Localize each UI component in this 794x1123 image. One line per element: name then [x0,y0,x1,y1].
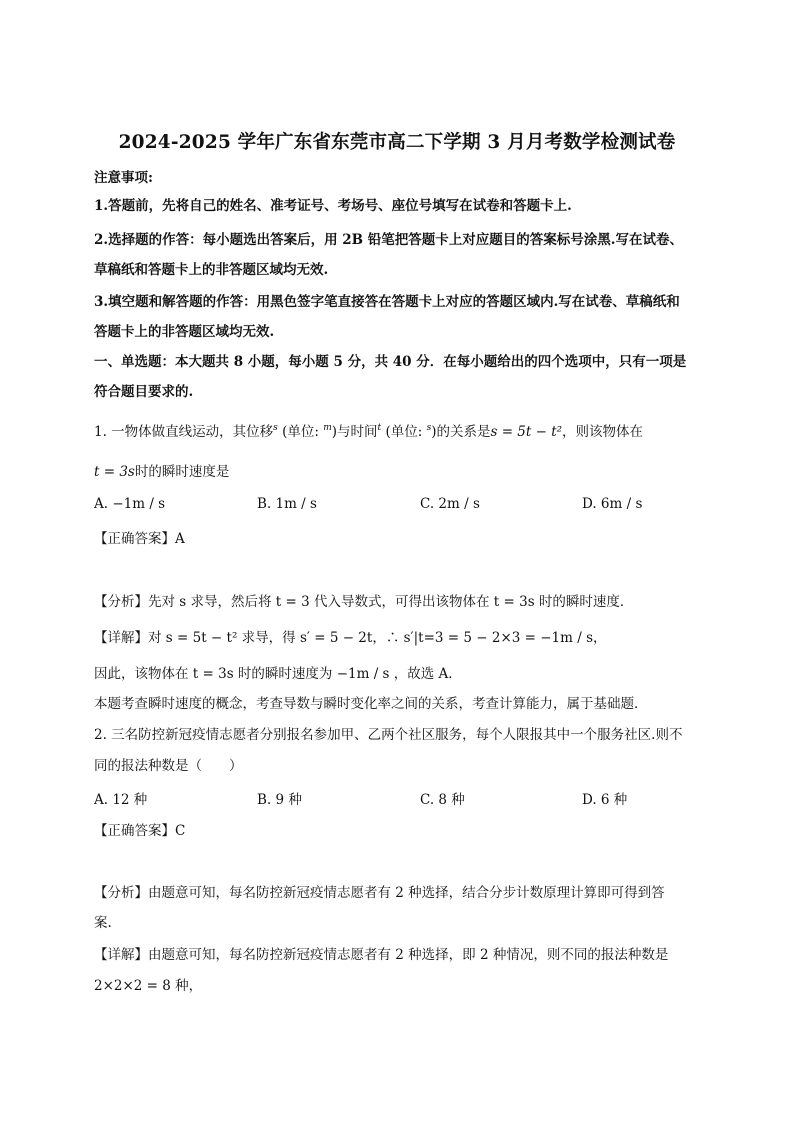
q2-detail-line2: 2×2×2 = 8 种， [94,978,203,994]
q1-text-b: (单位: [282,424,324,440]
q2-option-a: A. 12 种 [94,792,148,808]
q1-stem-tail: 时的瞬时速度是 [134,464,230,480]
q2-stem-line2: 同的报法种数是（ ） [94,758,243,774]
q1-answer: 【正确答案】A [94,531,185,547]
q1-stem-line1 [94,420,704,440]
q1-var-t: t [377,423,382,433]
q2-option-b: B. 9 种 [257,792,302,808]
note-1: 1.答题前，先将自己的姓名、准考证号、考场号、座位号填写在试卷和答题卡上. [94,198,572,214]
notes-heading: 注意事项: [94,170,153,186]
q1-stem-line2 [94,460,704,480]
q2-option-c: C. 8 种 [420,792,465,808]
q1-var-m: m [323,423,332,433]
q1-text-e: )的关系是 [431,424,491,440]
q1-analysis: 【分析】先对 s 求导，然后将 t = 3 代入导数式，可得出该物体在 t = 3s 时的瞬时速度． [94,594,634,610]
section-heading-line1: 一、单选题：本大题共 8 小题，每小题 5 分，共 40 分．在每小题给出的四个选项中，只有一项是 [94,354,687,370]
q1-option-a: A. −1m / s [94,496,166,512]
q2-detail-line1: 【详解】由题意可知，每名防控新冠疫情志愿者有 2 种选择，即 2 种情况，则不同的报法种数是 [94,947,669,963]
q1-time-formula: t = 3s [94,464,135,480]
q1-text-f: ，则该物体在 [562,424,644,440]
q2-analysis-line1: 【分析】由题意可知，每名防控新冠疫情志愿者有 2 种选择，结合分步计数原理计算即可得到答 [94,885,665,901]
q2-answer: 【正确答案】C [94,823,186,839]
q1-conclusion: 因此，该物体在 t = 3s 时的瞬时速度为 −1m / s ，故选 A． [94,666,462,682]
q2-stem-line1: 2. 三名防控新冠疫情志愿者分别报名参加甲、乙两个社区服务，每个人限报其中一个服务社区.则不 [94,727,683,743]
q2-option-d: D. 6 种 [582,792,628,808]
exam-title: 2024-2025 学年广东省东莞市高二下学期 3 月月考数学检测试卷 [118,132,676,153]
q1-option-b: B. 1m / s [257,496,317,512]
q1-text-a: 1. 一物体做直线运动，其位移 [94,424,274,440]
q1-option-c: C. 2m / s [420,496,480,512]
q1-detail: 【详解】对 s = 5t − t² 求导，得 s′ = 5 − 2t，∴ s′|t=3 = 5 − 2×3 = −1m / s， [94,630,607,646]
note-3-line1: 3.填空题和解答题的作答：用黑色签字笔直接答在答题卡上对应的答题区域内.写在试卷、草稿纸和 [94,294,680,310]
q1-option-d: D. 6m / s [582,496,643,512]
section-heading-line2: 符合题目要求的. [94,384,194,400]
q1-var-s: s [273,423,278,433]
q1-text-c: )与时间 [331,424,378,440]
note-2-line1: 2.选择题的作答：每小题选出答案后，用 2B 铅笔把答题卡上对应题目的答案标号涂黑.写在试卷、 [94,232,683,248]
note-3-line2: 答题卡上的非答题区域均无效. [94,324,275,340]
q1-text-d: (单位: [385,424,427,440]
note-2-line2: 草稿纸和答题卡上的非答题区域均无效. [94,262,329,278]
q1-formula: s = 5t − t² [490,424,563,440]
q1-comment: 本题考查瞬时速度的概念，考查导数与瞬时变化率之间的关系，考查计算能力，属于基础题． [94,696,648,712]
q2-analysis-line2: 案. [94,915,112,931]
q1-var-s2: s [426,423,432,433]
